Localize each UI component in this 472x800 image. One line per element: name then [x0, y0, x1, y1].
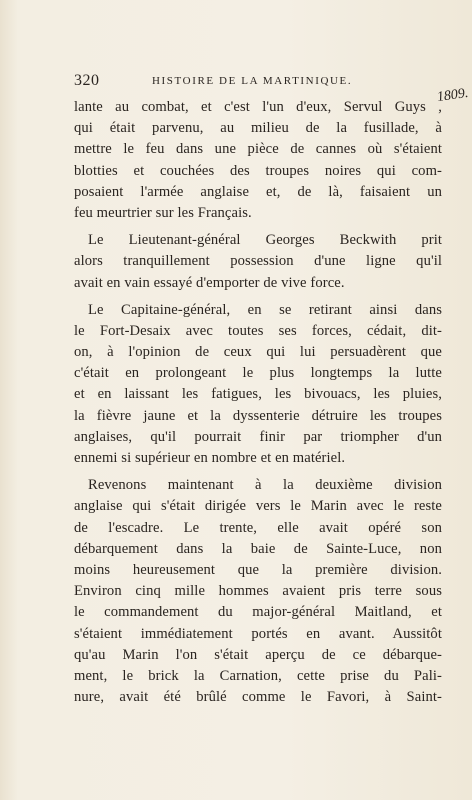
text-line: s'étaient immédiatement portés en avant. Aussitôt — [74, 625, 442, 642]
text-line: ment, le brick la Carnation, cette prise du Pali- — [74, 667, 442, 684]
running-title: HISTOIRE DE LA MARTINIQUE. — [152, 75, 353, 87]
text-line: et en laissant les fatigues, les bivouacs, les pluies, — [74, 386, 442, 403]
text-line: anglaises, qu'il pourrait finir par triompher d'un — [74, 428, 442, 445]
text-line: qu'au Marin l'on s'était aperçu de ce débarque- — [74, 646, 442, 663]
text-line: blotties et couchées des troupes noires qui com- — [74, 162, 442, 179]
running-head — [74, 72, 434, 90]
body-text — [74, 97, 442, 708]
text-line: de l'escadre. Le trente, elle avait opéré son — [74, 519, 442, 536]
text-line: mettre le feu dans une pièce de cannes où s'étaient — [74, 141, 442, 158]
text-line: lante au combat, et c'est l'un d'eux, Servul Guys , — [74, 99, 442, 115]
text-line: la fièvre jaune et la dyssenterie détruire les troupes — [74, 407, 442, 424]
text-line: débarquement dans la baie de Sainte-Luce, non — [74, 540, 442, 557]
paragraph — [74, 300, 442, 470]
text-line: Revenons maintenant à la deuxième division — [88, 477, 442, 494]
text-line: on, à l'opinion de ceux qui lui persuadèrent que — [74, 344, 442, 361]
text-line: c'était en prolongeant le plus longtemps la lutte — [74, 365, 442, 382]
text-line: qui était parvenu, au milieu de la fusillade, à — [74, 120, 442, 137]
text-line: Le Capitaine-général, en se retirant ainsi dans — [88, 301, 442, 318]
text-line: ennemi si supérieur en nombre et en matériel. — [74, 450, 346, 466]
text-line: alors tranquillement possession d'une ligne qu'il — [74, 253, 442, 270]
text-line: Environ cinq mille hommes avaient pris terre sous — [74, 583, 442, 600]
paragraph — [74, 230, 442, 294]
text-line: le Fort-Desaix avec toutes ses forces, cédait, dit- — [74, 322, 442, 339]
text-line: anglaise qui s'était dirigée vers le Marin avec le reste — [74, 498, 442, 515]
text-line: feu meurtrier sur les Français. — [74, 204, 252, 221]
text-line: avait en vain essayé d'emporter de vive force. — [74, 274, 345, 291]
text-line: moins heureusement que la première division. — [74, 561, 442, 578]
text-line: posaient l'armée anglaise et, de là, faisaient un — [74, 183, 442, 200]
paragraph — [74, 475, 442, 708]
text-line: nure, avait été brûlé comme le Favori, à Saint- — [74, 689, 442, 706]
paragraph — [74, 97, 442, 224]
text-line: le commandement du major-général Maitland, et — [74, 604, 442, 621]
text-line: Le Lieutenant-général Georges Beckwith prit — [88, 232, 442, 249]
page-number: 320 — [74, 72, 100, 89]
margin-year-note: 1809. — [436, 85, 470, 106]
